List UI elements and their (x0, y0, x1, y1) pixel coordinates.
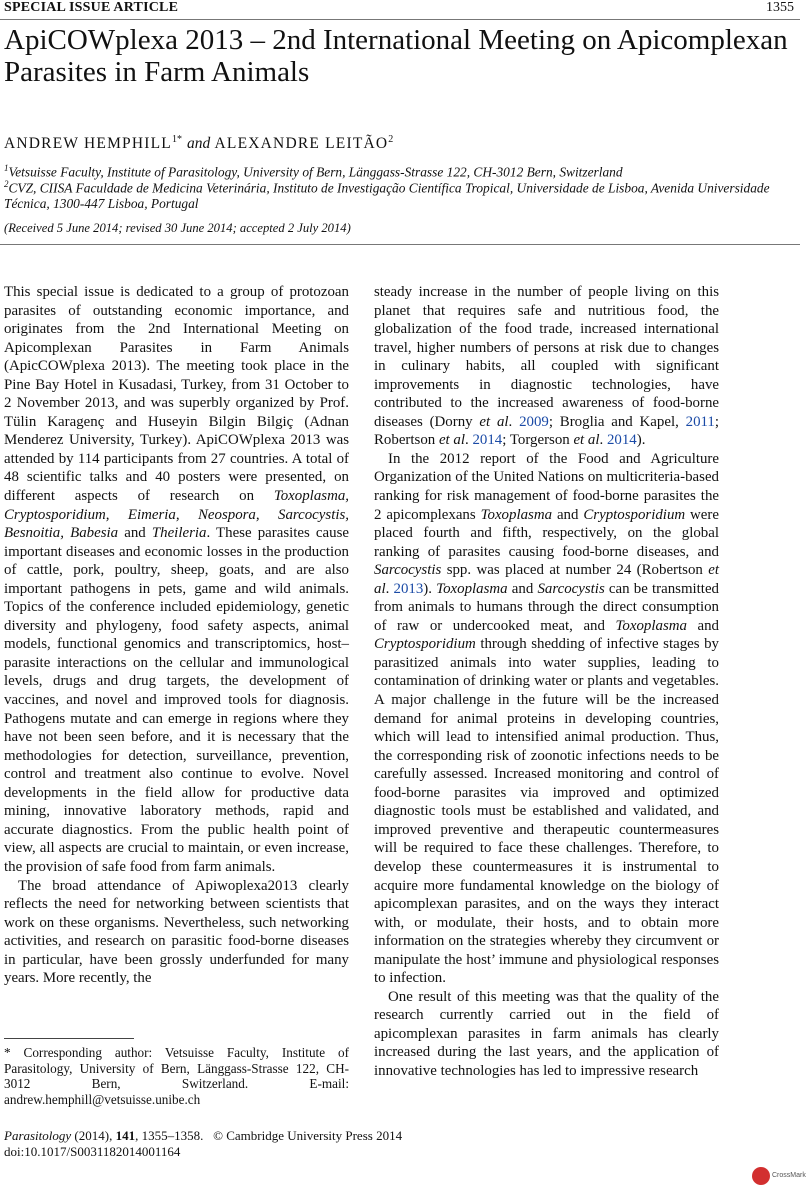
crossmark-badge[interactable] (750, 1166, 806, 1188)
paragraph: In the 2012 report of the Food and Agriculture Organization of the United Nations on multicriteria-based ranking for risk management of food-borne parasites the 2 apicomplexans Toxoplasma and Cryptosporidium were placed fourth and fifth, respectively, on the global ranking of parasites causing food-borne diseases, and Sarcocystis spp. was placed at number 24 (Robertson et al. 2013). Toxoplasma and Sarcocystis can be transmitted from animals to humans through the direct consumption of raw or undercooked meat, and Toxoplasma and Cryptosporidium through shedding of infective stages by parasitized animals into water supplies, leading to contamination of drinking water or plants and vegetables. A major challenge in the future will be the increased demand for animal proteins in developing countries, which will lead to intensified animal production. Thus, the corresponding risk of zoonotic infections needs to be carefully assessed. Increased monitoring and control of food-borne parasites via improved and optimized diagnostic tools must be established and validated, and improved preventive and therapeutic countermeasures will be required to face these challenges. Therefore, to develop these countermeasures it is instrumental to acquire more fundamental knowledge on the biology of apicomplexan parasites, and on the ways they interact with, or modulate, their hosts, and to obtain more information on the strategies whereby they circumvent or manipulate the host’ immune and physiological responses to infection. (374, 450, 720, 987)
author-list (4, 134, 393, 153)
header-rule (0, 19, 800, 20)
author-affiliation-mark: 1 (171, 134, 177, 145)
received-dates: (Received 5 June 2014; revised 30 June 2014; accepted 2 July 2014) (4, 221, 351, 235)
section-label: SPECIAL ISSUE ARTICLE (4, 0, 179, 15)
footnote-rule (4, 1038, 134, 1039)
affiliation (4, 176, 794, 212)
page-number: 1355 (766, 0, 794, 15)
citation-link[interactable]: 2011 (685, 413, 715, 430)
affiliation-mark: 2 (4, 179, 9, 189)
footnote-mark: * (4, 1045, 11, 1060)
corresponding-author-footnote (4, 1045, 349, 1107)
doi[interactable]: doi:10.1017/S0031182014001164 (4, 1144, 181, 1159)
paragraph: steady increase in the number of people living on this planet that requires safe and nutritious food, the globalization of the food trade, increased international travel, higher numbers of persons at risk due to changes in culinary habits, all coupled with significant improvements in diagnostic technologies, have contributed to the increased awareness of food-borne diseases (Dorny et al. 2009; Broglia and Kapel, 2011; Robertson et al. 2014; Torgerson et al. 2014). (374, 284, 720, 449)
citation-link[interactable]: 2013 (393, 580, 424, 597)
journal-info: Parasitology (2014), 141, 1355–1358. © Cambridge University Press 2014 doi:10.1017/S0031182014001164 (4, 1128, 403, 1159)
footnote-text: Corresponding author: Vetsuisse Faculty, Institute of Parasitology, University of Bern, Länggass-Strasse 122, CH-3012 Bern, Switzerland. E-mail: andrew.hemphill@vetsuisse.unibe.ch (4, 1045, 349, 1107)
copyright: © Cambridge University Press 2014 (213, 1128, 403, 1143)
left-column (4, 283, 349, 988)
journal-volume: 141 (115, 1128, 136, 1143)
author-affiliation-mark: 2 (388, 134, 394, 145)
author-conjunction: and (187, 135, 211, 153)
paragraph: This special issue is dedicated to a group of protozoan parasites of outstanding economic importance, and originates from the 2nd International Meeting on Apicomplexan Parasites in Farm Animals (ApicCOWplexa 2013). The meeting took place in the Pine Bay Hotel in Kusadasi, Turkey, from 31 October to 2 November 2013, and was superbly organized by Prof. Tülin Karagenç and Huseyin Bilgin Bilgiç (Adnan Menderez University, Turkey). ApiCOWplexa 2013 was attended by 114 participants from 27 countries. A total of 48 scientific talks and 40 posters were presented, on different aspects of research on Toxoplasma, Cryptosporidium, Eimeria, Neospora, Sarcocystis, Besnoitia, Babesia and Theileria. These parasites cause important diseases and economic losses in the production of cattle, pork, poultry, sheep, goats, and are also important pathogens in pets, game and wild animals. Topics of the conference included epidemiology, genetic diversity and phylogeny, food safety aspects, animal models, functional genomics and transcriptomics, host–parasite interactions on the cellular and immunological levels, drugs and drug targets, the development of vaccines, and novel and improved tools for diagnosis. Pathogens mutate and can emerge in regions where they have not been seen before, and it is necessary that the methodologies for detection, surveillance, prevention, control and treatment also continue to evolve. Novel developments in the field allow for productive data mining, innovative laboratory methods, rapid and accurate diagnostics. From the public health point of view, all aspects are crucial to maintain, or even increase, the provision of safe food from farm animals. (4, 284, 350, 875)
crossmark-icon (752, 1167, 770, 1185)
corresponding-mark: * (176, 134, 182, 145)
journal-name: Parasitology (4, 1128, 72, 1143)
header-bottom-rule (0, 244, 800, 245)
paragraph: The broad attendance of Apiwoplexa2013 clearly reflects the need for networking between scientists that work on these organisms. Nevertheless, such networking activities, and research on parasitic food-borne diseases in particular, have been grossly underfunded for many years. More recently, the (4, 877, 349, 987)
article-title: ApiCOWplexa 2013 – 2nd International Meeting on Apicomplexan Parasites in Farm Animals (4, 24, 788, 88)
affiliation-mark: 1 (4, 163, 9, 173)
crossmark-label: CrossMark (772, 1172, 806, 1179)
paragraph: One result of this meeting was that the quality of the research currently carried out in the field of apicomplexan parasites in farm animals has clearly increased during the last years, and the application of innovative technologies has led to impressive research (374, 988, 719, 1079)
citation-link[interactable]: 2014 (472, 432, 503, 449)
citation-link[interactable]: 2009 (519, 413, 549, 430)
author-name: ANDREW HEMPHILL (4, 135, 172, 153)
right-column (374, 283, 719, 1081)
affiliation-text: CVZ, CIISA Faculdade de Medicina Veterinária, Instituto de Investigação Científica Tropical, Universidade de Lisboa, Avenida Universidade Técnica, 1300-447 Lisboa, Portugal (4, 180, 770, 212)
author-name: ALEXANDRE LEITÃO (214, 135, 389, 153)
affiliation-text: Vetsuisse Faculty, Institute of Parasitology, University of Bern, Länggass-Strasse 122, CH-3012 Bern, Switzerland (8, 164, 623, 180)
citation-link[interactable]: 2014 (606, 432, 637, 449)
